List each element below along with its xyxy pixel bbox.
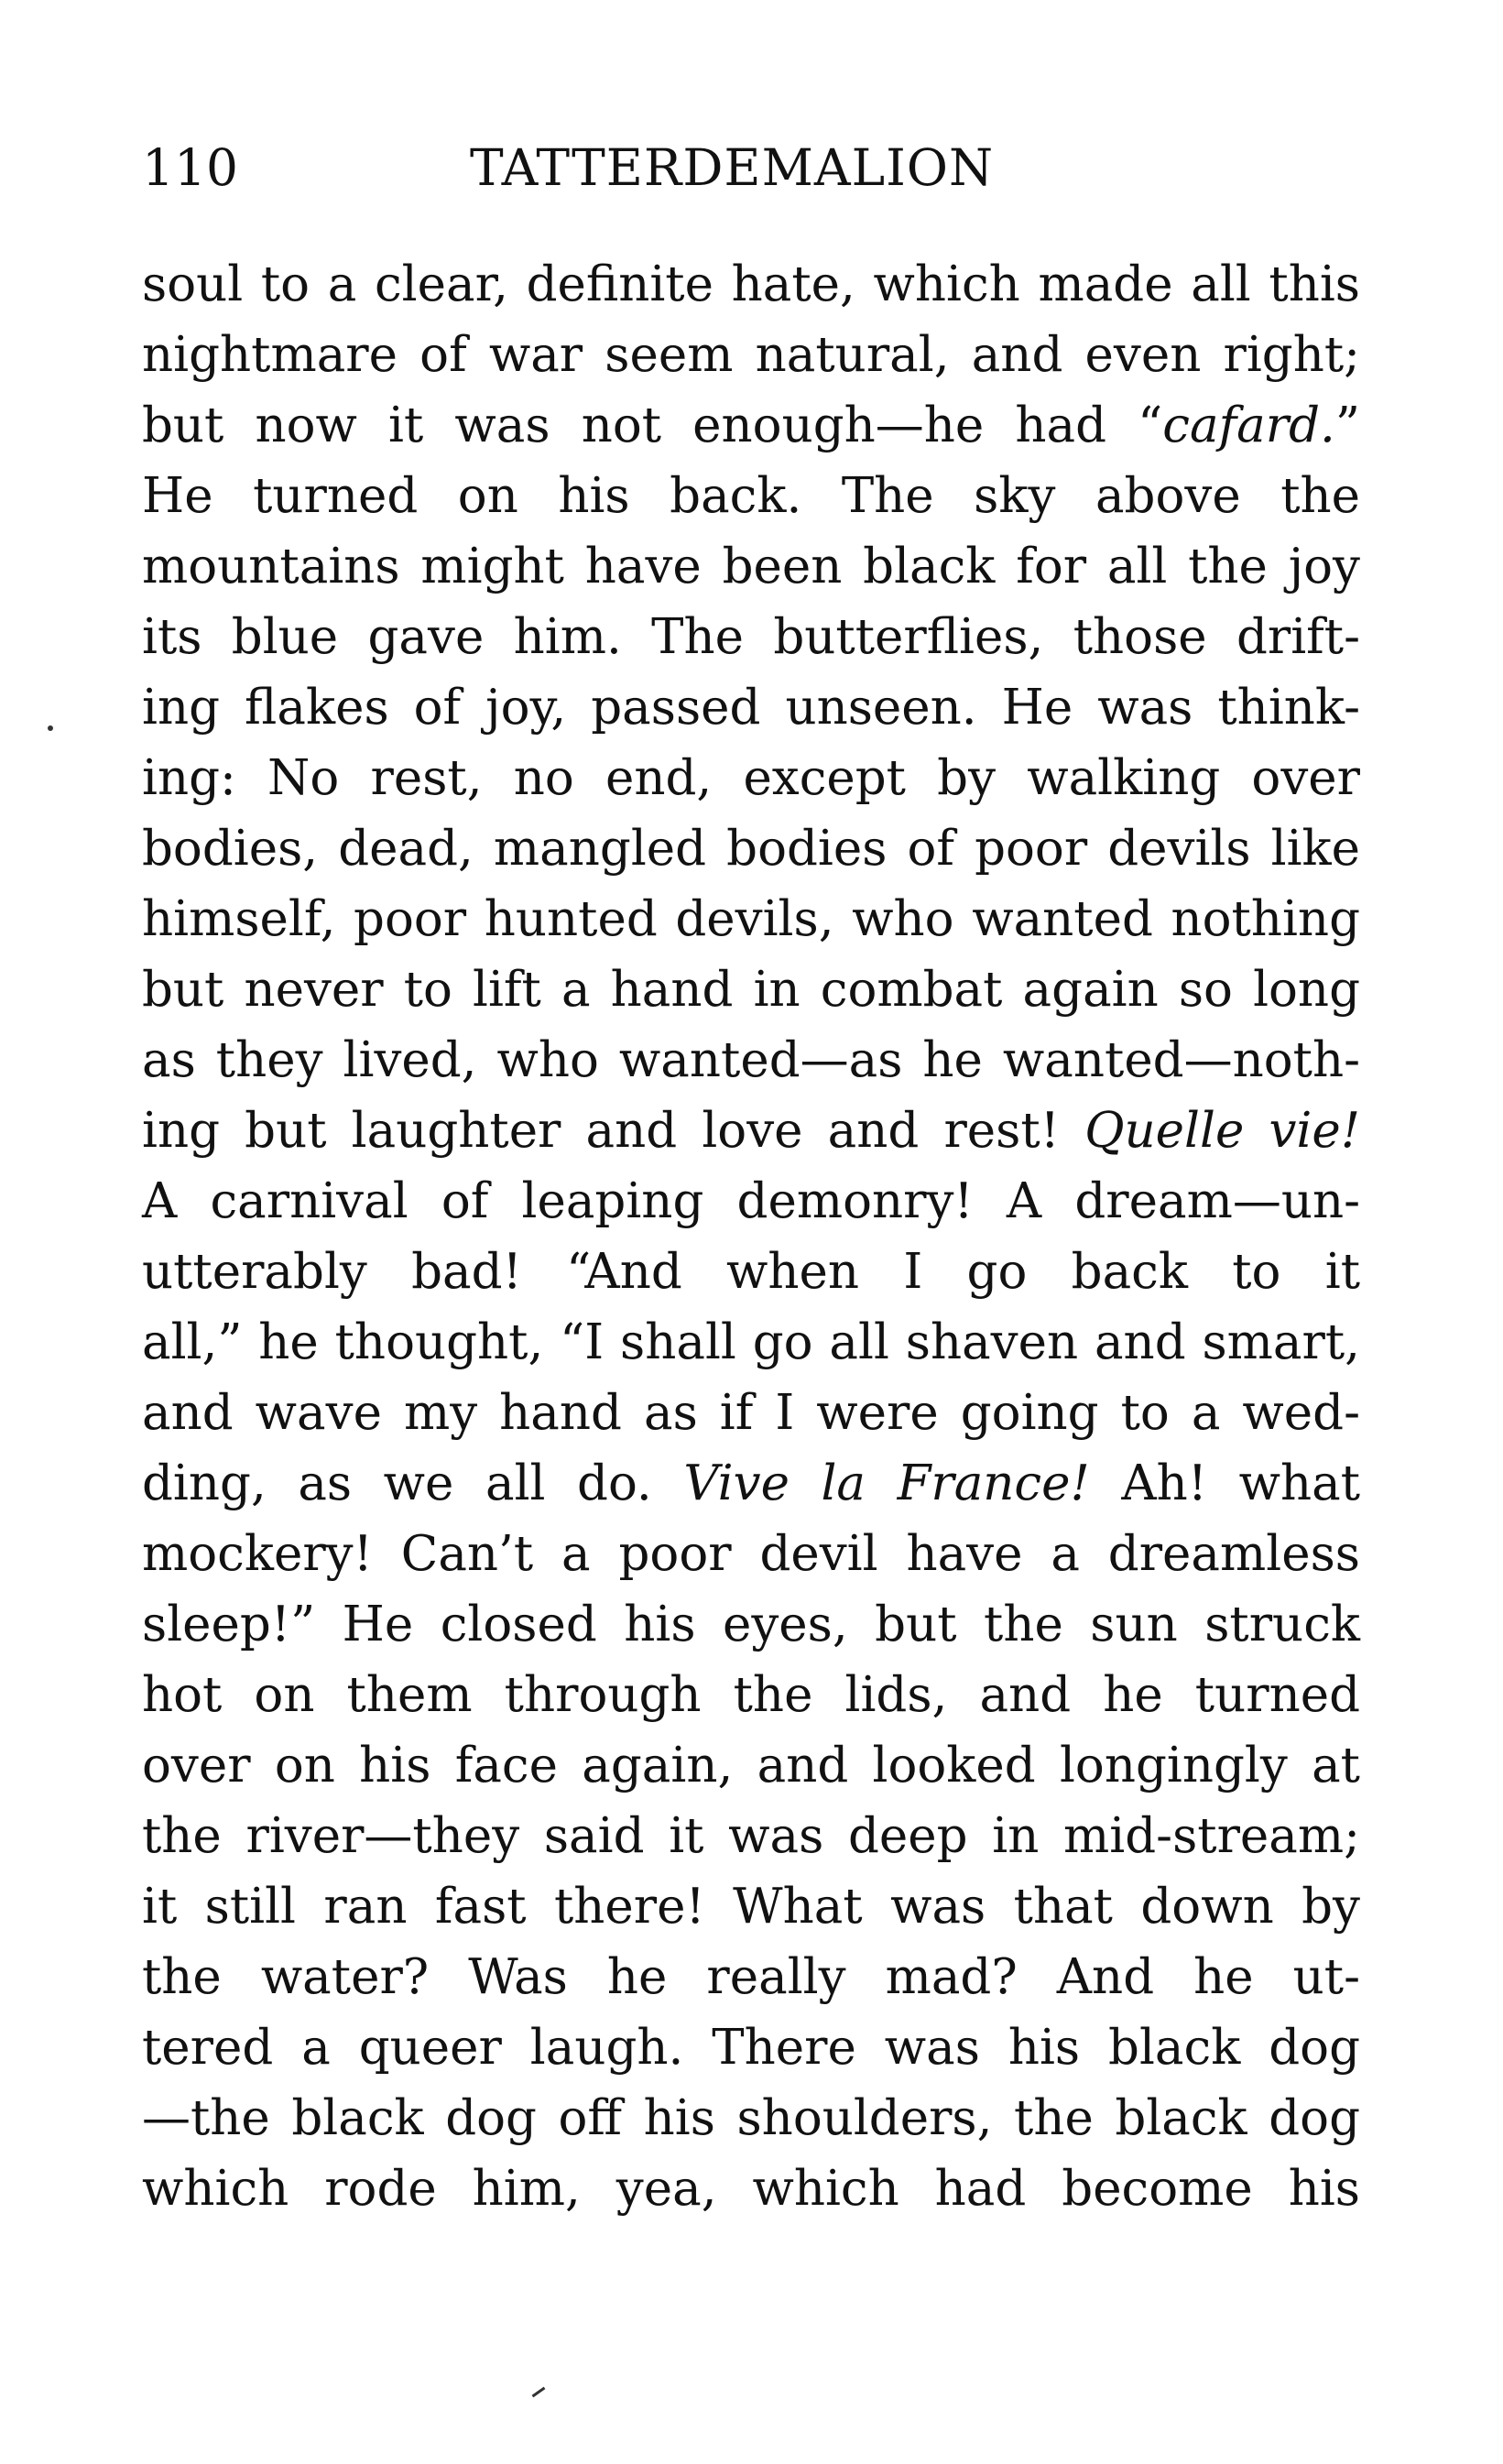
text-line: sleep!” He closed his eyes, but the sun struck xyxy=(142,1597,1360,1652)
text-line: mountains might have been black for all the joy xyxy=(142,539,1360,594)
text-line: as they lived, who wanted—as he wanted—noth- xyxy=(142,1032,1360,1088)
italic-text: Vive la France! xyxy=(683,1456,1090,1511)
text-line: soul to a clear, definite hate, which made all this xyxy=(142,256,1360,312)
text-line: the water? Was he really mad? And he ut- xyxy=(142,1949,1360,2005)
text-line: ing flakes of joy, passed unseen. He was think- xyxy=(142,680,1360,736)
page-number: 110 xyxy=(142,138,238,197)
text-line: which rode him, yea, which had become his xyxy=(142,2161,1360,2217)
text-line: —the black dog off his shoulders, the black dog xyxy=(142,2090,1360,2146)
text-line: himself, poor hunted devils, who wanted nothing xyxy=(142,891,1360,947)
text-line: but never to lift a hand in combat again so long xyxy=(142,962,1360,1018)
text-line: mockery! Can’t a poor devil have a dreamless xyxy=(142,1526,1360,1582)
text-line: hot on them through the lids, and he turned xyxy=(142,1667,1360,1723)
text-line: all,” he thought, “I shall go all shaven and smart, xyxy=(142,1314,1360,1370)
text-line: its blue gave him. The butterflies, those drift- xyxy=(142,609,1360,665)
text-line: it still ran fast there! What was that down by xyxy=(142,1879,1360,1935)
stray-ink-mark xyxy=(48,725,53,731)
text-line: the river—they said it was deep in mid-stream; xyxy=(142,1808,1360,1864)
italic-text: cafard. xyxy=(1162,398,1335,453)
text-line: over on his face again, and looked longingly at xyxy=(142,1738,1360,1793)
stray-ink-mark xyxy=(532,2387,546,2398)
text-line: but now it was not enough—he had “cafard.” xyxy=(142,398,1360,453)
text-line: ing: No rest, no end, except by walking over xyxy=(142,750,1360,806)
text-line: ing but laughter and love and rest! Quelle vie! xyxy=(142,1103,1361,1159)
running-head xyxy=(142,136,1360,200)
body-text xyxy=(142,249,1360,2224)
italic-text: Quelle vie! xyxy=(1084,1103,1361,1159)
text-line: utterably bad! “And when I go back to it xyxy=(142,1244,1360,1300)
running-title: TATTERDEMALION xyxy=(470,138,995,197)
text-line: nightmare of war seem natural, and even right; xyxy=(142,327,1360,383)
text-line: A carnival of leaping demonry! A dream—un- xyxy=(142,1173,1360,1229)
text-line: tered a queer laugh. There was his black dog xyxy=(142,2020,1360,2076)
text-line: and wave my hand as if I were going to a wed- xyxy=(142,1385,1360,1441)
text-line: ding, as we all do. Vive la France! Ah! what xyxy=(142,1456,1360,1511)
text-line: He turned on his back. The sky above the xyxy=(142,468,1360,524)
text-line: bodies, dead, mangled bodies of poor devils like xyxy=(142,821,1360,877)
